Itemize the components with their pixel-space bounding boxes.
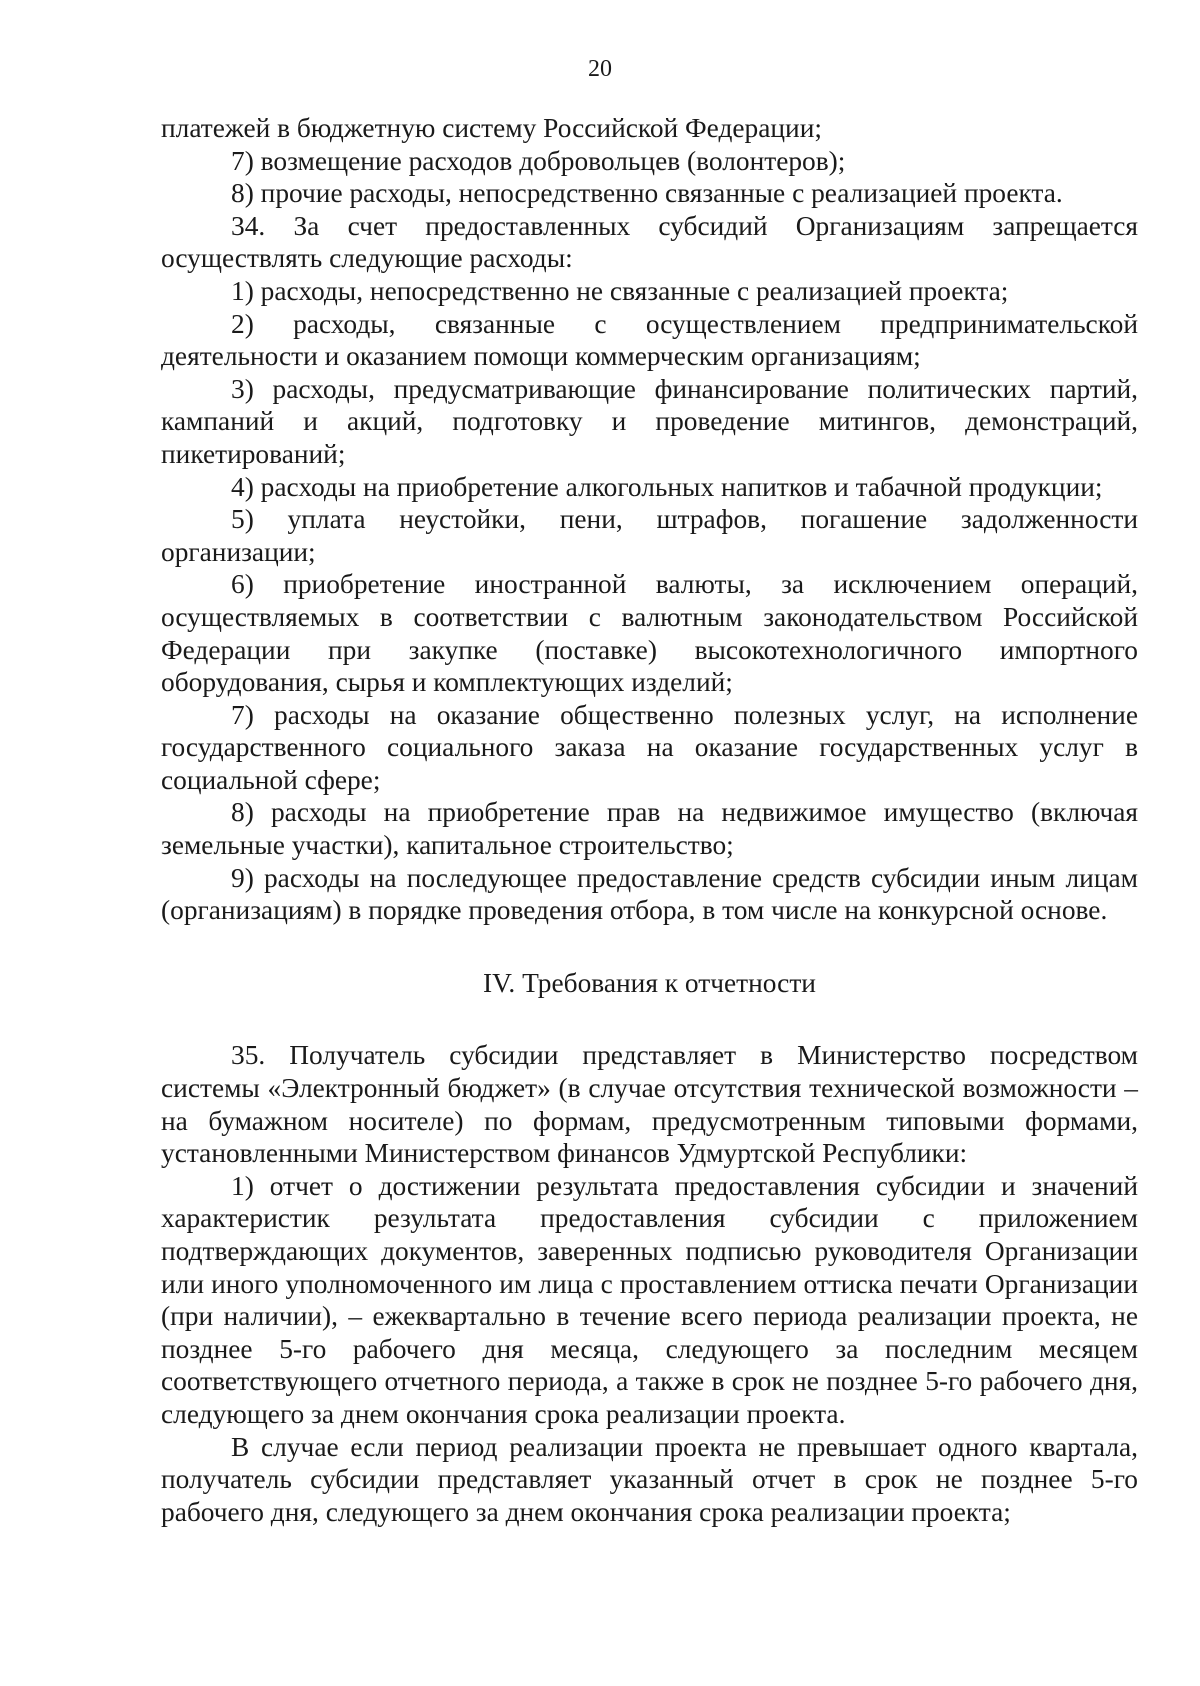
paragraph: 5) уплата неустойки, пени, штрафов, погашение задолженности организации; (161, 504, 1138, 567)
paragraph: 1) отчет о достижении результата предоставления субсидии и значений характеристик результата предоставления субсидии с приложением подтверждающих документов, заверенных подписью руководителя Организации или иного уполномоченного им лица с проставлением оттиска печати Организации (при наличии), – ежеквартально в течение всего периода реализации проекта, не позднее 5-го рабочего дня месяца, следующего за последним месяцем соответствующего отчетного периода, а также в срок не позднее 5-го рабочего дня, следующего за днем окончания срока реализации проекта. (161, 1170, 1138, 1429)
paragraph: 9) расходы на последующее предоставление средств субсидии иным лицам (организациям) в порядке проведения отбора, в том числе на конкурсной основе. (161, 862, 1138, 926)
paragraph: 4) расходы на приобретение алкогольных напитков и табачной продукции; (231, 471, 1103, 502)
section-heading: IV. Требования к отчетности (483, 967, 816, 998)
paragraph: 6) приобретение иностранной валюты, за исключением операций, осуществляемых в соответствии с валютным законодательством Российской Федерации при закупке (поставке) высокотехнологичного импортного оборудования, сырья и комплектующих изделий; (161, 569, 1138, 698)
page-number: 20 (588, 56, 612, 82)
paragraph: 8) расходы на приобретение прав на недвижимое имущество (включая земельные участки), капитальное строительство; (161, 797, 1138, 861)
paragraph: 35. Получатель субсидии представляет в Министерство посредством системы «Электронный бюджет» (в случае отсутствия технической возможности – на бумажном носителе) по формам, предусмотренным типовыми формами, установленными Министерством финансов Удмуртской Республики: (161, 1040, 1138, 1169)
paragraph: 1) расходы, непосредственно не связанные с реализацией проекта; (231, 275, 1009, 306)
document-body (161, 112, 1138, 1528)
paragraphs-after-heading (161, 1039, 1138, 1528)
paragraph: 3) расходы, предусматривающие финансирование политических партий, кампаний и акций, подготовку и проведение митингов, демонстраций, пикетирований; (161, 373, 1138, 469)
paragraph: 34. За счет предоставленных субсидий Организациям запрещается осуществлять следующие расходы: (161, 210, 1138, 274)
paragraph: 2) расходы, связанные с осуществлением предпринимательской деятельности и оказанием помощи коммерческим организациям; (161, 308, 1138, 372)
paragraph: 8) прочие расходы, непосредственно связанные с реализацией проекта. (231, 178, 1063, 209)
paragraph: В случае если период реализации проекта не превышает одного квартала, получатель субсидии представляет указанный отчет в срок не позднее 5-го рабочего дня, следующего за днем окончания срока реализации проекта; (161, 1431, 1138, 1527)
paragraph: 7) расходы на оказание общественно полезных услуг, на исполнение государственного социального заказа на оказание государственных услуг в социальной сфере; (161, 699, 1138, 795)
paragraphs-before-heading (161, 112, 1138, 927)
paragraph: 7) возмещение расходов добровольцев (волонтеров); (231, 145, 846, 176)
paragraph: платежей в бюджетную систему Российской Федерации; (161, 113, 822, 143)
